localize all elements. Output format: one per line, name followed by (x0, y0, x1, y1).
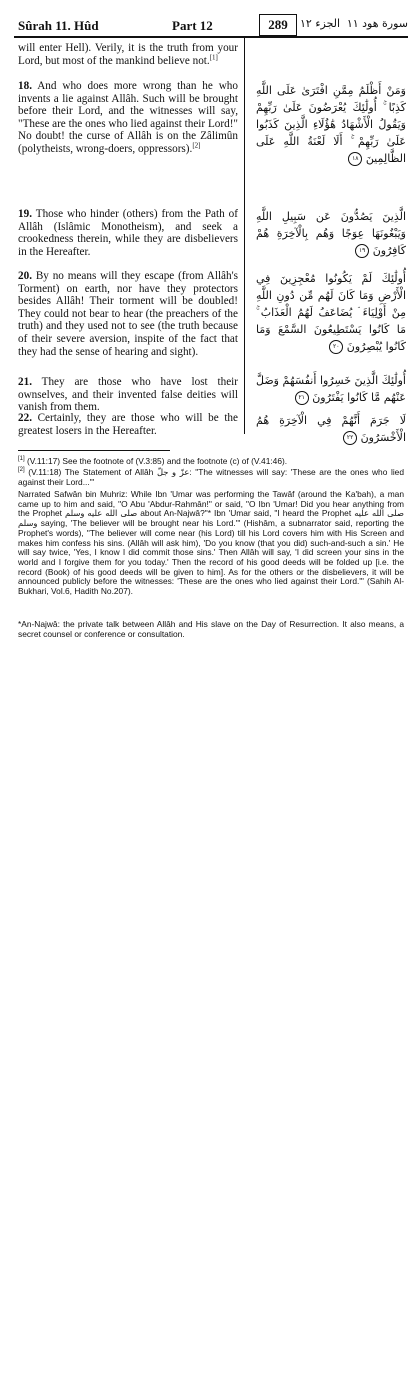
page-number: 289 (259, 14, 297, 36)
ayah-marker: ١٨ (348, 152, 362, 166)
ayah-marker: ١٩ (355, 244, 369, 258)
verse-18-en: 18. And who does more wrong than he who invents a lie against Allâh. Such will be brought before their Lord, and the witnesses will say, "These are the ones who lied against their Lord!" No doubt! the curse of Allâh is on the Zâlimûn (polytheists, wrong-doers, oppressors).[2] (18, 80, 238, 155)
verse-22-ar: لَا جَرَمَ أَنَّهُمْ فِي الْآخِرَةِ هُمُ الْأَخْسَرُونَ ٢٢ (256, 414, 406, 444)
surah-title-en: Sûrah 11. Hûd (18, 18, 99, 33)
verse-number: 19. (18, 208, 32, 220)
verse-number: 18. (18, 80, 32, 92)
verse-22-en: 22. Certainly, they are those who will be the greatest losers in the Hereafter. (18, 412, 238, 437)
verse-number: 21. (18, 376, 32, 388)
part-label-ar: الجزء ١٢ (300, 17, 341, 30)
verse-19-ar: الَّذِينَ يَصُدُّونَ عَن سَبِيلِ اللَّهِ وَيَبْغُونَهَا عِوَجًا وَهُم بِالْآخِرَةِ هُمْ كَافِرُونَ ١٩ (256, 210, 406, 257)
quran-page (14, 14, 408, 639)
verse-number: 22. (18, 412, 32, 424)
verses-area (14, 38, 408, 444)
footnote-rule (18, 450, 170, 451)
verse-18-ar: وَمَنْ أَظْلَمُ مِمَّنِ افْتَرَىٰ عَلَى اللَّهِ كَذِبًا ۚ أُولَٰئِكَ يُعْرَضُونَ عَلَىٰ رَبِّهِمْ وَيَقُولُ الْأَشْهَادُ هَٰؤُلَاءِ الَّذِينَ كَذَبُوا عَلَىٰ رَبِّهِمْ ۚ أَلَا لَعْنَةُ اللَّهِ عَلَى الظَّالِمِينَ ١٨ (256, 84, 406, 165)
verse-21-en: 21. They are those who have lost their ownselves, and their invented false deities will vanish from them. (18, 376, 238, 414)
ayah-marker: ٢٢ (343, 431, 357, 445)
verse-20-en: 20. By no means will they escape (from Allâh's Torment) on earth, nor have they protectors besides Allâh! Their torment will be doubled! They could not bear to hear (the preachers of the truth) and they used not to see (the truth because of their severe aversion, inspite of the fact that they had the sense of hearing and sight). (18, 270, 238, 358)
ayah-marker: ٢١ (295, 391, 309, 405)
footnote-1: [1] (V.11:17) See the footnote of (V.3:85) and the footnote (c) of (V.41:46). (18, 456, 288, 466)
verse-number: 20. (18, 270, 32, 282)
part-label-en: Part 12 (172, 18, 213, 33)
verse-21-ar: أُولَٰئِكَ الَّذِينَ خَسِرُوا أَنفُسَهُمْ وَضَلَّ عَنْهُم مَّا كَانُوا يَفْتَرُونَ ٢١ (256, 374, 406, 404)
verse-19-en: 19. Those who hinder (others) from the Path of Allâh (Islâmic Monotheism), and seek a crookedness therein, while they are disbelievers in the Hereafter. (18, 208, 238, 258)
ayah-marker: ٢٠ (329, 340, 343, 354)
page-header (14, 14, 408, 38)
surah-title-ar: سورة هود ١١ (346, 17, 408, 30)
column-divider (244, 38, 245, 434)
verse-20-ar: أُولَٰئِكَ لَمْ يَكُونُوا مُعْجِزِينَ فِي الْأَرْضِ وَمَا كَانَ لَهُم مِّن دُونِ اللَّهِ مِنْ أَوْلِيَاءَ ۘ يُضَاعَفُ لَهُمُ الْعَذَابُ ۚ مَا كَانُوا يَسْتَطِيعُونَ السَّمْعَ وَمَا كَانُوا يُبْصِرُونَ ٢٠ (256, 272, 406, 353)
najwa-note: *An-Najwâ: the private talk between Allâh and His slave on the Day of Resurrection. It also means, a secret counsel or conference or consultation. (18, 619, 404, 639)
footnote-2: [2] (V.11:18) The Statement of Allâh عزّ و جلّ: "The witnesses will say: 'These are the ones who lied against their Lord...'" (18, 467, 404, 487)
verse-continuation: will enter Hell). Verily, it is the truth from your Lord, but most of the mankind believe not.[1] (18, 42, 238, 67)
hadith-text: Narrated Safwân bin Muhriz: While Ibn 'Umar was performing the Tawâf (around the Ka'bah), a man came up to him and said, "O Abu 'Abdur-Rahmân!" or said, "O Ibn 'Umar! Did you hear anything from the Prophet صلى الله عليه وسلم about An-Najwâ?"* Ibn 'Umar said, "I heard the Prophet صلى الله عليه وسلم saying, 'The believer will be brought near his Lord.'" (Hishâm, a subnarrator said, reporting the Prophet's words), "The believer will come near (his Lord) till his Lord covers him with His Screen and makes him confess his sins. (Allâh will ask him), 'Do you know (that you did) such-and-such a sin.' He will say twice, 'Yes, I know I did commit those sins.' Then Allâh will say, 'I did screen your sins in the world and I forgive them for you today.' Then the record of his good deeds will be folded up [i.e. the record (Book) of his good deeds will be given to him]. As for the others or the disbelievers, it will be announced publicly before the witnesses: 'These are the ones who lied against their Lord.'" (Sahih Al-Bukhari, Vol.6, Hadith No.207). (18, 489, 405, 597)
